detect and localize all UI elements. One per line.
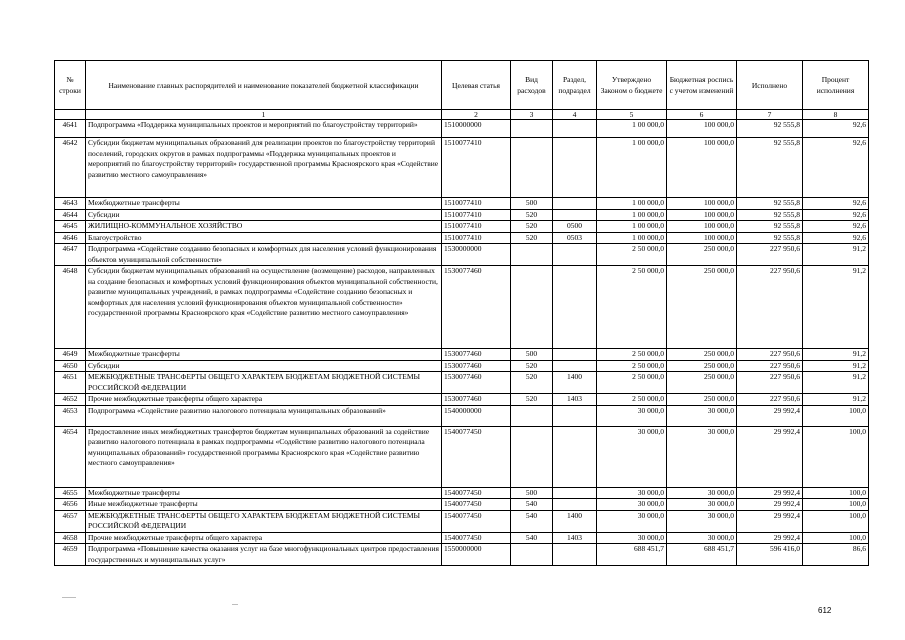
- percent-cell: 100,0: [803, 510, 869, 532]
- target-article-cell: 1530000000: [442, 244, 511, 266]
- table-row: [55, 221, 869, 233]
- section-cell: [553, 120, 597, 138]
- schedule-cell: 250 000,0: [667, 349, 737, 361]
- column-number: 4: [553, 110, 597, 120]
- target-article-cell: 1540077450: [442, 487, 511, 499]
- percent-cell: 92,6: [803, 198, 869, 210]
- expense-type-cell: [511, 405, 553, 426]
- approved-cell: 1 00 000,0: [597, 138, 667, 198]
- percent-cell: 100,0: [803, 532, 869, 544]
- executed-cell: 227 950,6: [737, 266, 803, 349]
- schedule-cell: 100 000,0: [667, 232, 737, 244]
- header-name: Наименование главных распорядителей и наименование показателей бюджетной классификации: [86, 61, 442, 110]
- row-number-cell: 4651: [55, 372, 86, 394]
- target-article-cell: 1530077460: [442, 394, 511, 406]
- schedule-cell: 250 000,0: [667, 266, 737, 349]
- row-number-cell: 4650: [55, 360, 86, 372]
- schedule-cell: 250 000,0: [667, 394, 737, 406]
- column-number: 5: [597, 110, 667, 120]
- section-cell: [553, 360, 597, 372]
- table-row: [55, 394, 869, 406]
- executed-cell: 29 992,4: [737, 510, 803, 532]
- target-article-cell: 1510077410: [442, 138, 511, 198]
- table-header-row: [55, 61, 869, 110]
- column-number: 7: [737, 110, 803, 120]
- expense-type-cell: 540: [511, 532, 553, 544]
- executed-cell: 92 555,8: [737, 232, 803, 244]
- percent-cell: 100,0: [803, 405, 869, 426]
- name-cell: Субсидии: [86, 209, 442, 221]
- expense-type-cell: [511, 426, 553, 487]
- header-section: Раздел, подраздел: [553, 61, 597, 110]
- row-number-cell: 4647: [55, 244, 86, 266]
- percent-cell: 92,6: [803, 138, 869, 198]
- executed-cell: 92 555,8: [737, 120, 803, 138]
- approved-cell: 2 50 000,0: [597, 394, 667, 406]
- header-target-article: Целевая статья: [442, 61, 511, 110]
- section-cell: 1403: [553, 532, 597, 544]
- table-row: [55, 349, 869, 361]
- percent-cell: 92,6: [803, 232, 869, 244]
- executed-cell: 29 992,4: [737, 487, 803, 499]
- target-article-cell: 1540077450: [442, 532, 511, 544]
- budget-table: [54, 60, 869, 566]
- schedule-cell: 100 000,0: [667, 138, 737, 198]
- row-number-cell: 4649: [55, 349, 86, 361]
- executed-cell: 227 950,6: [737, 360, 803, 372]
- target-article-cell: 1510077410: [442, 221, 511, 233]
- schedule-cell: 688 451,7: [667, 544, 737, 566]
- executed-cell: 227 950,6: [737, 372, 803, 394]
- expense-type-cell: 520: [511, 232, 553, 244]
- executed-cell: 29 992,4: [737, 532, 803, 544]
- table-row: [55, 426, 869, 487]
- column-number: 8: [803, 110, 869, 120]
- table-row: [55, 405, 869, 426]
- percent-cell: 92,6: [803, 209, 869, 221]
- scan-speck: [62, 597, 76, 598]
- percent-cell: 100,0: [803, 499, 869, 511]
- schedule-cell: 30 000,0: [667, 487, 737, 499]
- expense-type-cell: 520: [511, 360, 553, 372]
- name-cell: Подпрограмма «Содействие созданию безопасных и комфортных для населения условий функционирования объектов муниципальной собственности»: [86, 244, 442, 266]
- schedule-cell: 100 000,0: [667, 221, 737, 233]
- header-percent: Процент исполнения: [803, 61, 869, 110]
- row-number-cell: 4657: [55, 510, 86, 532]
- row-number-cell: 4659: [55, 544, 86, 566]
- table-row: [55, 510, 869, 532]
- target-article-cell: 1550000000: [442, 544, 511, 566]
- name-cell: Подпрограмма «Содействие развитию налогового потенциала муниципальных образований»: [86, 405, 442, 426]
- section-cell: [553, 198, 597, 210]
- name-cell: ЖИЛИЩНО-КОММУНАЛЬНОЕ ХОЗЯЙСТВО: [86, 221, 442, 233]
- percent-cell: 91,2: [803, 360, 869, 372]
- row-number-cell: 4646: [55, 232, 86, 244]
- section-cell: [553, 138, 597, 198]
- header-row-number: № строки: [55, 61, 86, 110]
- executed-cell: 227 950,6: [737, 244, 803, 266]
- schedule-cell: 30 000,0: [667, 532, 737, 544]
- name-cell: МЕЖБЮДЖЕТНЫЕ ТРАНСФЕРТЫ ОБЩЕГО ХАРАКТЕРА БЮДЖЕТАМ БЮДЖЕТНОЙ СИСТЕМЫ РОССИЙСКОЙ ФЕДЕРАЦИИ: [86, 372, 442, 394]
- header-budget-schedule: Бюджетная роспись с учетом изменений: [667, 61, 737, 110]
- approved-cell: 2 50 000,0: [597, 372, 667, 394]
- expense-type-cell: 500: [511, 349, 553, 361]
- name-cell: Подпрограмма «Поддержка муниципальных проектов и мероприятий по благоустройству территорий»: [86, 120, 442, 138]
- executed-cell: 92 555,8: [737, 209, 803, 221]
- approved-cell: 688 451,7: [597, 544, 667, 566]
- name-cell: Иные межбюджетные трансферты: [86, 499, 442, 511]
- target-article-cell: 1530077460: [442, 349, 511, 361]
- expense-type-cell: 540: [511, 499, 553, 511]
- approved-cell: 30 000,0: [597, 499, 667, 511]
- name-cell: Благоустройство: [86, 232, 442, 244]
- approved-cell: 2 50 000,0: [597, 349, 667, 361]
- expense-type-cell: 540: [511, 510, 553, 532]
- expense-type-cell: [511, 544, 553, 566]
- section-cell: 0503: [553, 232, 597, 244]
- section-cell: [553, 405, 597, 426]
- table-row: [55, 544, 869, 566]
- schedule-cell: 100 000,0: [667, 198, 737, 210]
- approved-cell: 1 00 000,0: [597, 232, 667, 244]
- column-number: 3: [511, 110, 553, 120]
- percent-cell: 86,6: [803, 544, 869, 566]
- section-cell: [553, 499, 597, 511]
- target-article-cell: 1540077450: [442, 510, 511, 532]
- scan-speck: [232, 604, 238, 605]
- approved-cell: 30 000,0: [597, 487, 667, 499]
- row-number-cell: 4654: [55, 426, 86, 487]
- page-number: 612: [818, 606, 832, 615]
- approved-cell: 30 000,0: [597, 532, 667, 544]
- section-cell: 0500: [553, 221, 597, 233]
- expense-type-cell: 520: [511, 372, 553, 394]
- executed-cell: 92 555,8: [737, 198, 803, 210]
- target-article-cell: 1540077450: [442, 426, 511, 487]
- section-cell: [553, 544, 597, 566]
- column-number: 6: [667, 110, 737, 120]
- section-cell: [553, 266, 597, 349]
- executed-cell: 227 950,6: [737, 349, 803, 361]
- table-row: [55, 232, 869, 244]
- header-approved: Утверждено Законом о бюджете: [597, 61, 667, 110]
- table-row: [55, 120, 869, 138]
- schedule-cell: 250 000,0: [667, 372, 737, 394]
- executed-cell: 29 992,4: [737, 499, 803, 511]
- section-cell: [553, 209, 597, 221]
- row-number-cell: 4643: [55, 198, 86, 210]
- executed-cell: 29 992,4: [737, 405, 803, 426]
- schedule-cell: 250 000,0: [667, 360, 737, 372]
- expense-type-cell: 520: [511, 209, 553, 221]
- percent-cell: 92,6: [803, 221, 869, 233]
- percent-cell: 92,6: [803, 120, 869, 138]
- header-expense-type: Вид расходов: [511, 61, 553, 110]
- row-number-cell: 4652: [55, 394, 86, 406]
- section-cell: 1403: [553, 394, 597, 406]
- schedule-cell: 100 000,0: [667, 209, 737, 221]
- table-body: [55, 120, 869, 566]
- target-article-cell: 1510000000: [442, 120, 511, 138]
- section-cell: [553, 487, 597, 499]
- section-cell: 1400: [553, 372, 597, 394]
- column-number: 2: [442, 110, 511, 120]
- section-cell: [553, 244, 597, 266]
- table-row: [55, 198, 869, 210]
- schedule-cell: 250 000,0: [667, 244, 737, 266]
- row-number-cell: 4658: [55, 532, 86, 544]
- name-cell: Межбюджетные трансферты: [86, 198, 442, 210]
- percent-cell: 91,2: [803, 244, 869, 266]
- name-cell: Субсидии: [86, 360, 442, 372]
- schedule-cell: 30 000,0: [667, 426, 737, 487]
- expense-type-cell: [511, 138, 553, 198]
- approved-cell: 1 00 000,0: [597, 221, 667, 233]
- table-row: [55, 209, 869, 221]
- section-cell: [553, 349, 597, 361]
- executed-cell: 92 555,8: [737, 221, 803, 233]
- row-number-cell: 4644: [55, 209, 86, 221]
- table-row: [55, 499, 869, 511]
- row-number-cell: 4653: [55, 405, 86, 426]
- executed-cell: 29 992,4: [737, 426, 803, 487]
- percent-cell: 91,2: [803, 372, 869, 394]
- target-article-cell: 1540000000: [442, 405, 511, 426]
- executed-cell: 92 555,8: [737, 138, 803, 198]
- approved-cell: 1 00 000,0: [597, 198, 667, 210]
- percent-cell: 91,2: [803, 266, 869, 349]
- expense-type-cell: 520: [511, 221, 553, 233]
- percent-cell: 91,2: [803, 349, 869, 361]
- percent-cell: 100,0: [803, 487, 869, 499]
- name-cell: Прочие межбюджетные трансферты общего характера: [86, 532, 442, 544]
- table-row: [55, 138, 869, 198]
- table-row: [55, 244, 869, 266]
- table-row: [55, 532, 869, 544]
- section-cell: [553, 426, 597, 487]
- target-article-cell: 1510077410: [442, 209, 511, 221]
- expense-type-cell: [511, 120, 553, 138]
- column-number: 1: [86, 110, 442, 120]
- percent-cell: 100,0: [803, 426, 869, 487]
- name-cell: Межбюджетные трансферты: [86, 349, 442, 361]
- name-cell: МЕЖБЮДЖЕТНЫЕ ТРАНСФЕРТЫ ОБЩЕГО ХАРАКТЕРА БЮДЖЕТАМ БЮДЖЕТНОЙ СИСТЕМЫ РОССИЙСКОЙ ФЕДЕРАЦИИ: [86, 510, 442, 532]
- expense-type-cell: 500: [511, 198, 553, 210]
- name-cell: Субсидии бюджетам муниципальных образований на осуществление (возмещение) расходов, направленных на создание безопасных и комфортных условий функционирования объектов муниципальной собственности, развитие муниципальных учреждений, в рамках подпрограммы «Содействие созданию безопасных и комфортных для населения условий функционирования объектов муниципальной собственности» государственной программы Красноярского края «Содействие развитию местного самоуправления»: [86, 266, 442, 349]
- column-number-blank: [55, 110, 86, 120]
- column-number-row: [55, 110, 869, 120]
- approved-cell: 1 00 000,0: [597, 120, 667, 138]
- table-row: [55, 372, 869, 394]
- row-number-cell: 4642: [55, 138, 86, 198]
- approved-cell: 30 000,0: [597, 510, 667, 532]
- name-cell: Подпрограмма «Повышение качества оказания услуг на базе многофункциональных центров предоставления государственных и муниципальных услуг»: [86, 544, 442, 566]
- name-cell: Межбюджетные трансферты: [86, 487, 442, 499]
- approved-cell: 30 000,0: [597, 426, 667, 487]
- name-cell: Субсидии бюджетам муниципальных образований для реализации проектов по благоустройству территорий поселений, городских округов в рамках подпрограммы «Поддержка муниципальных проектов и мероприятий по благоустройству территорий» государственной программы Красноярского края «Содействие развитию местного самоуправления»: [86, 138, 442, 198]
- target-article-cell: 1540077450: [442, 499, 511, 511]
- approved-cell: 2 50 000,0: [597, 244, 667, 266]
- table-row: [55, 266, 869, 349]
- section-cell: 1400: [553, 510, 597, 532]
- schedule-cell: 30 000,0: [667, 405, 737, 426]
- approved-cell: 30 000,0: [597, 405, 667, 426]
- target-article-cell: 1510077410: [442, 232, 511, 244]
- expense-type-cell: [511, 244, 553, 266]
- name-cell: Предоставление иных межбюджетных трансфертов бюджетам муниципальных образований за содействие развитию налогового потенциала в рамках подпрограммы «Содействие развитию налогового потенциала муниципальных образований» государственной программы Красноярского края «Содействие развитию местного самоуправления»: [86, 426, 442, 487]
- expense-type-cell: [511, 266, 553, 349]
- target-article-cell: 1530077460: [442, 372, 511, 394]
- approved-cell: 2 50 000,0: [597, 360, 667, 372]
- target-article-cell: 1530077460: [442, 360, 511, 372]
- header-executed: Исполнено: [737, 61, 803, 110]
- row-number-cell: 4641: [55, 120, 86, 138]
- row-number-cell: 4655: [55, 487, 86, 499]
- name-cell: Прочие межбюджетные трансферты общего характера: [86, 394, 442, 406]
- row-number-cell: 4648: [55, 266, 86, 349]
- schedule-cell: 30 000,0: [667, 510, 737, 532]
- target-article-cell: 1510077410: [442, 198, 511, 210]
- executed-cell: 596 416,0: [737, 544, 803, 566]
- expense-type-cell: 520: [511, 394, 553, 406]
- schedule-cell: 100 000,0: [667, 120, 737, 138]
- executed-cell: 227 950,6: [737, 394, 803, 406]
- table-row: [55, 487, 869, 499]
- row-number-cell: 4645: [55, 221, 86, 233]
- target-article-cell: 1530077460: [442, 266, 511, 349]
- row-number-cell: 4656: [55, 499, 86, 511]
- approved-cell: 2 50 000,0: [597, 266, 667, 349]
- table-row: [55, 360, 869, 372]
- percent-cell: 91,2: [803, 394, 869, 406]
- approved-cell: 1 00 000,0: [597, 209, 667, 221]
- schedule-cell: 30 000,0: [667, 499, 737, 511]
- expense-type-cell: 500: [511, 487, 553, 499]
